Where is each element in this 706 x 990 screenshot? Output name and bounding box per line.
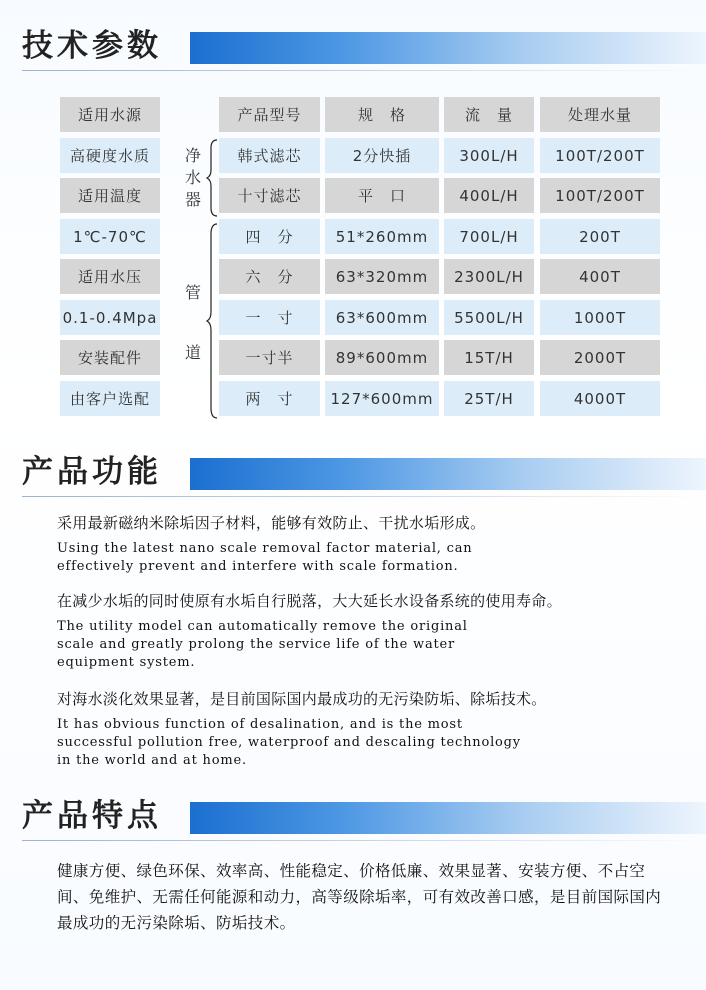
features-section-header [0,790,706,846]
table-cell: 51*260mm [325,219,439,254]
function-section-header [0,446,706,502]
table-cell: 15T/H [444,340,534,375]
table-cell: 两 寸 [219,381,320,416]
tech-section-title: 技术参数 [22,28,162,64]
function-header-bar [190,458,706,490]
table-cell: 400T [540,259,660,294]
tech-header-rule [22,70,706,71]
table-cell: 25T/H [444,381,534,416]
features-header-rule [22,840,706,841]
table-cell: 127*600mm [325,381,439,416]
table-cell: 2分快插 [325,138,439,173]
left-cell: 高硬度水质 [60,138,160,173]
table-cell: 四 分 [219,219,320,254]
table-cell: 100T/200T [540,138,660,173]
table-cell: 2300L/H [444,259,534,294]
function-en-2: The utility model can automatically remove the original scale and greatly prolong the service life of the water equipment system. [57,619,468,670]
function-zh-1: 采用最新磁纳米除垢因子材料，能够有效防止、干扰水垢形成。 [57,514,486,532]
group-label-char: 道 [184,343,201,362]
table-cell: 89*600mm [325,340,439,375]
table-cell: 63*320mm [325,259,439,294]
features-paragraph: 健康方便、绿色环保、效率高、性能稳定、价格低廉、效果显著、安装方便、不占空间、免维护、无需任何能源和动力，高等级除垢率，可有效改善口感，是目前国际国内最成功的无污染除垢、防垢技术。 [57,862,662,932]
function-zh-3: 对海水淡化效果显著，是目前国际国内最成功的无污染防垢、除垢技术。 [57,690,547,708]
table-header-cell: 规 格 [325,97,439,132]
table-cell: 一 寸 [219,300,320,335]
pipe-brace [205,222,219,420]
left-cell: 适用温度 [60,178,160,213]
features-section-title: 产品特点 [22,798,162,834]
table-cell: 韩式滤芯 [219,138,320,173]
group-label-char: 器 [184,190,201,209]
table-cell: 一寸半 [219,340,320,375]
function-en-3: It has obvious function of desalination, and is the most successful pollution free, waterproof and descaling technology in the world and at home. [57,717,521,768]
table-cell: 六 分 [219,259,320,294]
table-cell: 300L/H [444,138,534,173]
left-cell: 0.1-0.4Mpa [60,300,160,335]
group-label-char: 净 [184,146,201,165]
tech-section-header [0,20,706,76]
left-cell: 适用水源 [60,97,160,132]
table-cell: 700L/H [444,219,534,254]
function-section-title: 产品功能 [22,454,162,490]
table-cell: 63*600mm [325,300,439,335]
table-cell: 100T/200T [540,178,660,213]
table-header-cell: 处理水量 [540,97,660,132]
pipe-group-label [182,282,204,364]
left-cell: 由客户选配 [60,381,160,416]
function-header-rule [22,496,706,497]
table-cell: 1000T [540,300,660,335]
tech-header-bar [190,32,706,64]
purifier-brace [205,138,219,218]
function-en-1: Using the latest nano scale removal factor material, can effectively prevent and interfere with scale formation. [57,541,473,574]
table-header-cell: 流 量 [444,97,534,132]
table-header-cell: 产品型号 [219,97,320,132]
purifier-group-label [182,145,204,211]
left-cell: 1℃-70℃ [60,219,160,254]
left-cell: 安装配件 [60,340,160,375]
function-zh-2: 在减少水垢的同时使原有水垢自行脱落，大大延长水设备系统的使用寿命。 [57,592,562,610]
table-cell: 平 口 [325,178,439,213]
features-header-bar [190,802,706,834]
table-cell: 2000T [540,340,660,375]
table-cell: 5500L/H [444,300,534,335]
left-cell: 适用水压 [60,259,160,294]
group-label-char: 管 [184,283,201,302]
table-cell: 4000T [540,381,660,416]
group-label-char: 水 [184,168,201,187]
table-cell: 400L/H [444,178,534,213]
table-cell: 十寸滤芯 [219,178,320,213]
table-cell: 200T [540,219,660,254]
